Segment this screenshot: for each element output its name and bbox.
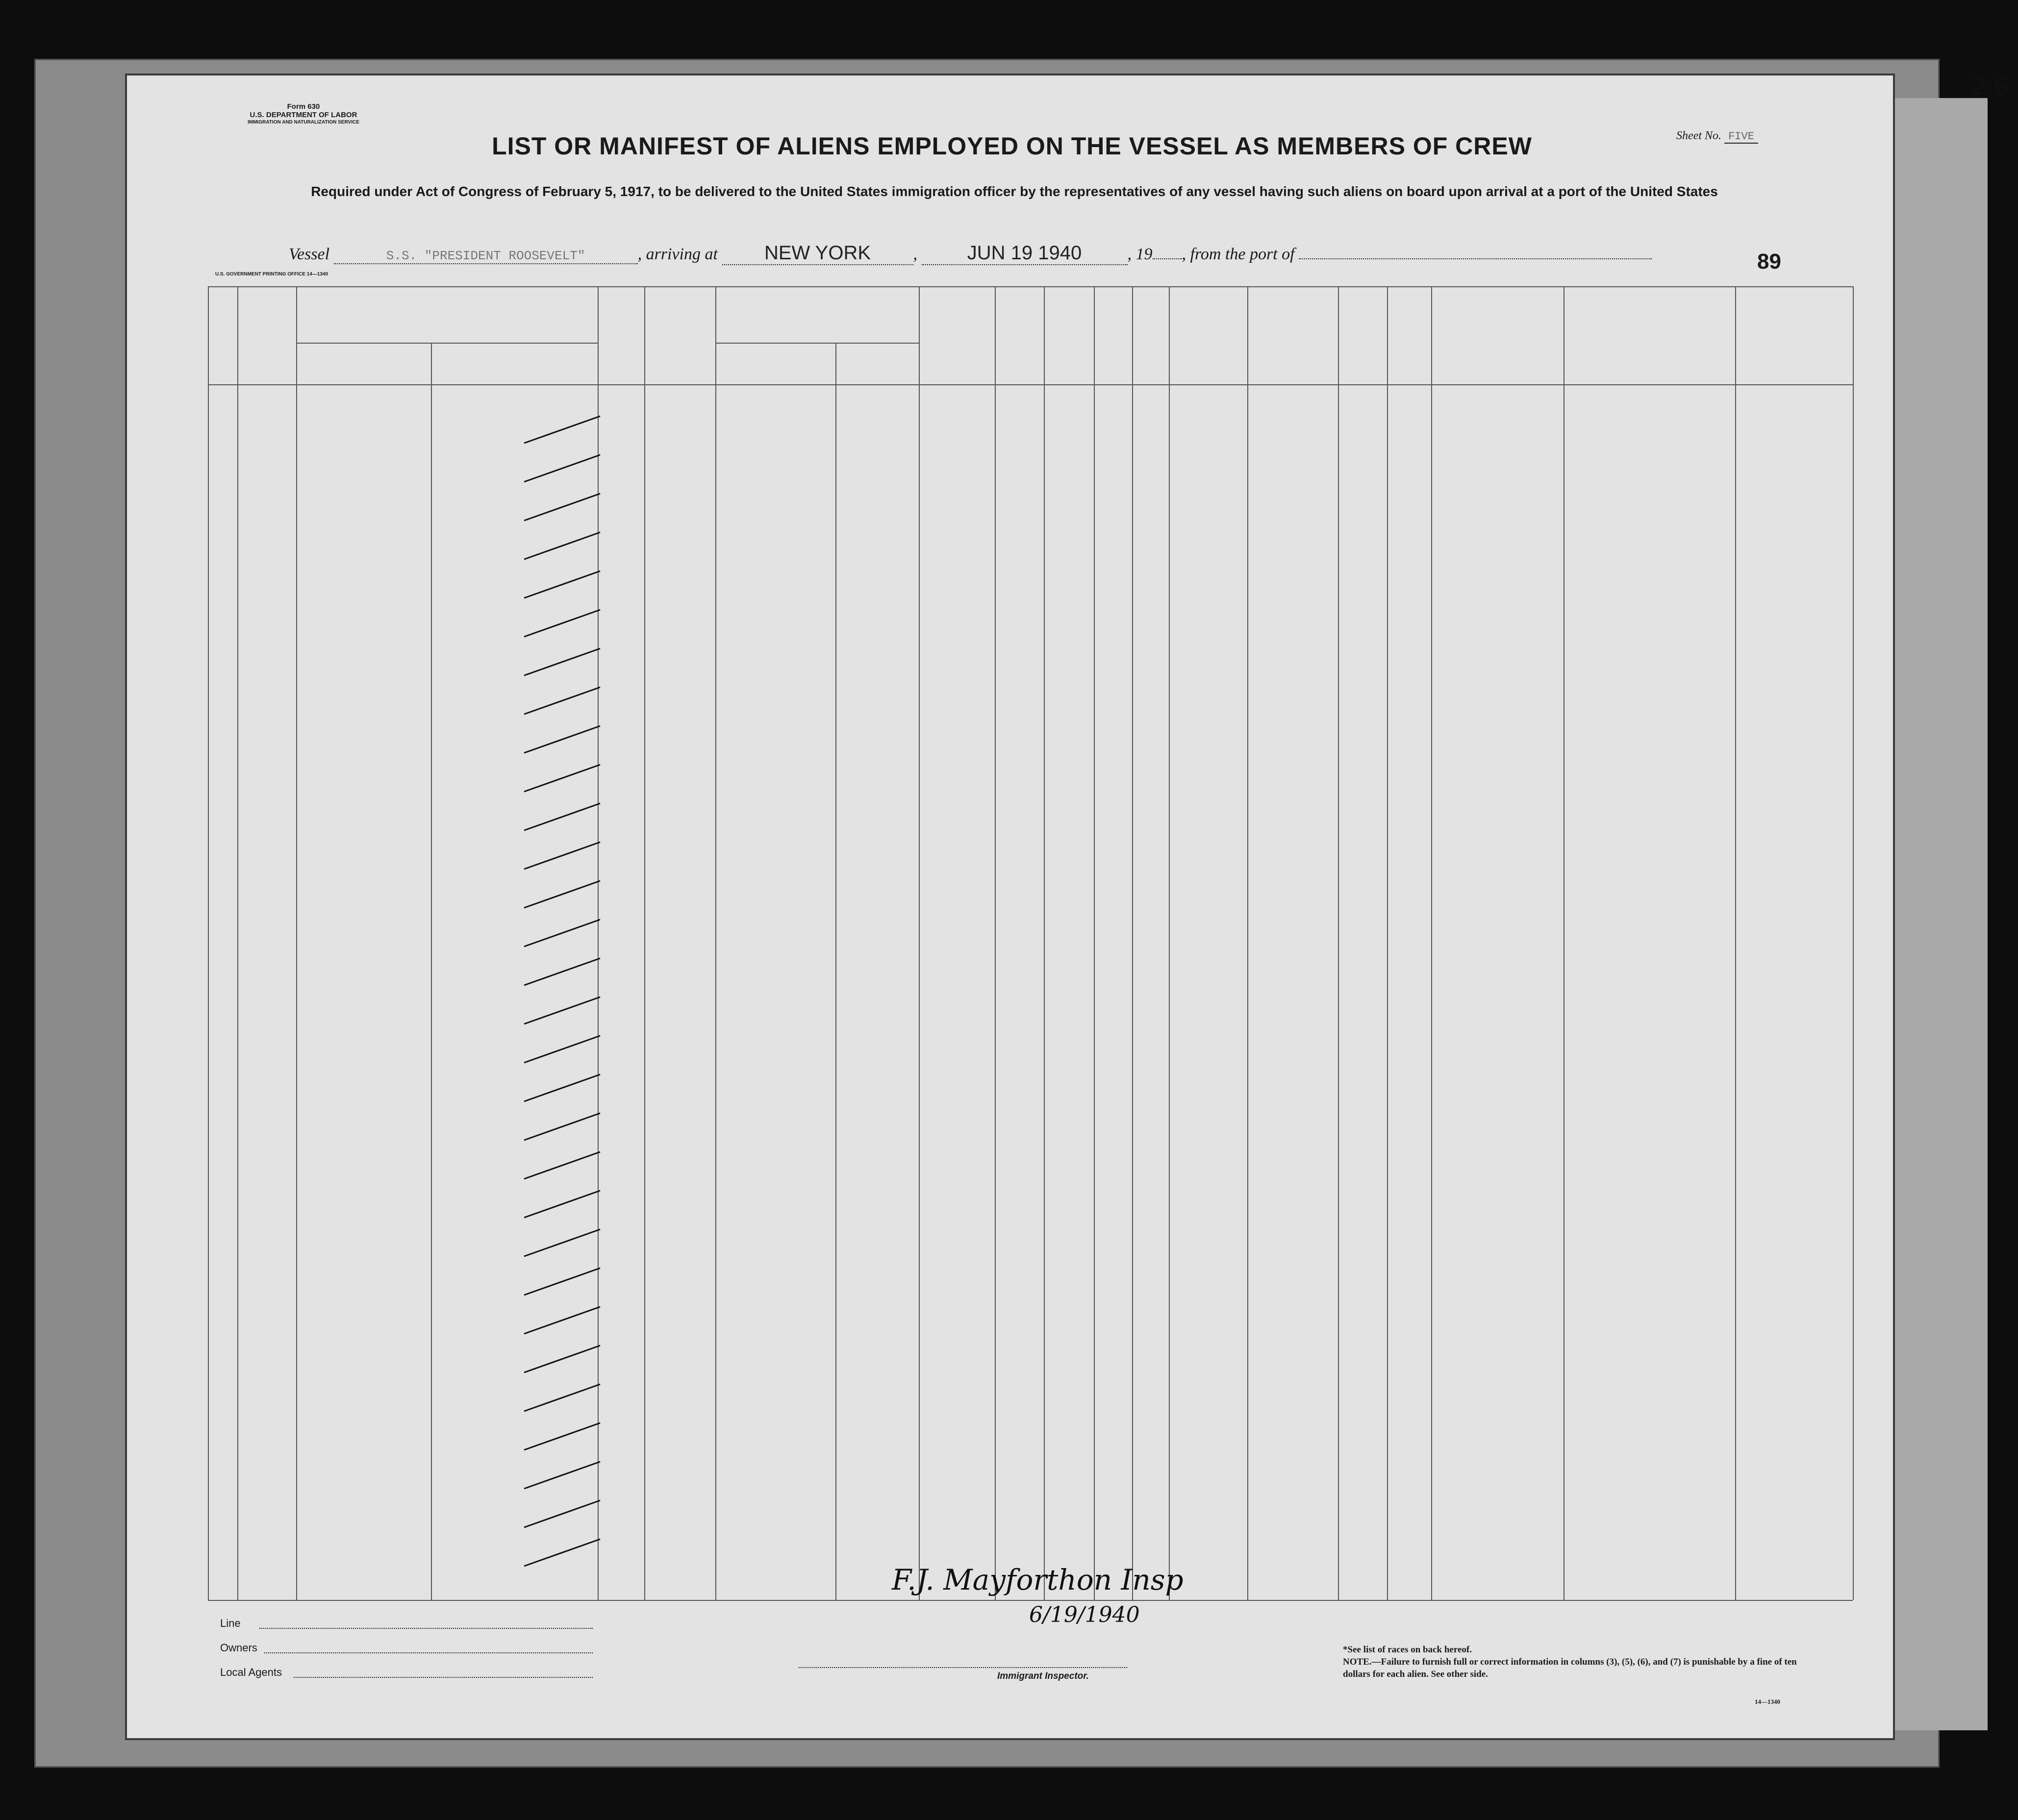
tick-mark (519, 525, 612, 564)
tick-mark (519, 486, 612, 525)
inspector-line (799, 1666, 1127, 1668)
tick-stroke (524, 648, 600, 675)
column-rule (208, 286, 209, 1600)
tick-stroke (524, 532, 600, 559)
tick-mark (519, 990, 612, 1029)
tick-mark (519, 873, 612, 913)
tick-stroke (524, 1346, 600, 1372)
name-group-rule (296, 343, 598, 344)
from-port-label: , from the port of (1182, 245, 1295, 263)
vessel-name: S.S. "PRESIDENT ROOSEVELT" (334, 249, 638, 264)
line-label: Line (220, 1617, 241, 1629)
tick-mark (519, 1338, 612, 1377)
owners-label: Owners (220, 1642, 257, 1654)
tick-stroke (524, 958, 600, 985)
tick-mark (519, 1028, 612, 1068)
column-rule (715, 286, 716, 1600)
column-rule (919, 286, 920, 1600)
tick-stroke (524, 687, 600, 714)
form-identifier (205, 102, 402, 125)
vessel-label: Vessel (289, 245, 330, 263)
table-bottom-rule (208, 1600, 1853, 1601)
local-agents-blank (294, 1676, 593, 1678)
column-rule (296, 286, 297, 1600)
tick-stroke (524, 1539, 600, 1566)
tick-stroke (524, 803, 600, 830)
form-subtitle: Required under Act of Congress of February 5, 1917, to be delivered to the United States immigration officer by the representatives of any vessel having such aliens on board upon arrival at a port of the United States (311, 184, 1718, 199)
manifest-page (125, 74, 1895, 1740)
tick-stroke (524, 765, 600, 792)
column-rule (1338, 286, 1339, 1600)
tick-mark (519, 680, 612, 719)
tick-stroke (524, 1423, 600, 1450)
tick-stroke (524, 1462, 600, 1489)
column-rule (1431, 286, 1432, 1600)
printing-office-line: U.S. GOVERNMENT PRINTING OFFICE 14—1340 (215, 272, 328, 277)
tick-mark (519, 835, 612, 874)
tick-stroke (524, 1384, 600, 1411)
arrival-port: NEW YORK (722, 242, 913, 265)
tick-mark (519, 1416, 612, 1455)
local-agents-label: Local Agents (220, 1666, 282, 1678)
line-blank (259, 1627, 593, 1629)
tick-stroke (524, 571, 600, 598)
tick-mark (519, 796, 612, 835)
signature-date: 6/19/1940 (1029, 1602, 1140, 1627)
year-label: , 19 (1127, 245, 1153, 263)
tick-stroke (524, 1191, 600, 1218)
tick-mark (519, 951, 612, 990)
owners-blank (264, 1651, 593, 1653)
tick-mark (519, 1222, 612, 1261)
tick-mark (519, 1377, 612, 1416)
tick-stroke (524, 455, 600, 482)
header-bottom-rule (208, 384, 1853, 385)
tick-mark (519, 448, 612, 487)
tick-mark (519, 1106, 612, 1145)
inspector-signature: F.J. Mayforthon Insp (892, 1563, 1184, 1596)
tick-stroke (524, 416, 600, 443)
tick-mark (519, 912, 612, 951)
print-code: 14—1340 (1755, 1698, 1780, 1705)
column-rule (237, 286, 238, 1600)
corner-annotation: 2-6 (1971, 74, 2008, 100)
tick-stroke (524, 1074, 600, 1101)
shipped-group-rule (715, 343, 919, 344)
tick-stroke (524, 842, 600, 869)
arrival-date-stamp: JUN 19 1940 (922, 242, 1128, 265)
column-rule (835, 343, 836, 1600)
tick-mark (519, 641, 612, 680)
inspector-label: Immigrant Inspector. (997, 1671, 1089, 1681)
tick-stroke (524, 1113, 600, 1140)
tick-mark (519, 1067, 612, 1106)
department-name: U.S. DEPARTMENT OF LABOR (250, 111, 357, 120)
column-rule (1044, 286, 1045, 1600)
table-top-rule (208, 286, 1853, 287)
arriving-label: , arriving at (637, 245, 718, 263)
column-rule (1132, 286, 1133, 1600)
column-rule (1853, 286, 1854, 1600)
tick-stroke (524, 1152, 600, 1179)
penalty-note: NOTE.—Failure to furnish full or correct information in columns (3), (5), (6), and (7) is punishable by a fine of ten dollars for each alien. See other side. (1343, 1657, 1797, 1679)
sheet-label: Sheet No. (1676, 129, 1721, 142)
tick-stroke (524, 920, 600, 947)
tick-stroke (524, 1036, 600, 1063)
tick-stroke (524, 494, 600, 521)
tick-mark (519, 1454, 612, 1494)
from-port-blank (1299, 258, 1652, 259)
year-blank (1153, 258, 1182, 259)
tick-stroke (524, 610, 600, 637)
form-number: Form 630 (287, 102, 320, 111)
tick-mark (519, 719, 612, 758)
tick-mark (519, 602, 612, 642)
page-number: 89 (1757, 249, 1781, 274)
tick-mark (519, 1183, 612, 1222)
tick-stroke (524, 726, 600, 753)
tick-mark (519, 564, 612, 603)
tick-stroke (524, 1268, 600, 1295)
tick-mark (519, 1261, 612, 1300)
tick-stroke (524, 1229, 600, 1256)
column-rule (1387, 286, 1388, 1600)
tick-stroke (524, 881, 600, 908)
service-name: IMMIGRATION AND NATURALIZATION SERVICE (248, 119, 359, 125)
column-rule (1094, 286, 1095, 1600)
form-title: LIST OR MANIFEST OF ALIENS EMPLOYED ON THE VESSEL AS MEMBERS OF CREW (492, 132, 1532, 160)
column-rule (995, 286, 996, 1600)
tick-mark (519, 1145, 612, 1184)
column-rule (431, 343, 432, 1600)
tick-stroke (524, 1500, 600, 1527)
tick-mark (519, 409, 612, 448)
sheet-value: FIVE (1724, 130, 1758, 144)
column-rule (644, 286, 645, 1600)
tick-mark (519, 1532, 612, 1571)
column-rule (1735, 286, 1736, 1600)
tick-mark (519, 1493, 612, 1532)
column-rule (1247, 286, 1248, 1600)
vessel-line: Vessel S.S. "PRESIDENT ROOSEVELT" , arriving at NEW YORK , JUN 19 1940 , 19 , from the port of (289, 242, 1858, 265)
tick-stroke (524, 1307, 600, 1334)
races-note: *See list of races on back hereof. (1343, 1645, 1472, 1655)
tick-mark (519, 757, 612, 797)
tick-stroke (524, 997, 600, 1024)
tick-mark (519, 1299, 612, 1339)
column-rule (1169, 286, 1170, 1600)
